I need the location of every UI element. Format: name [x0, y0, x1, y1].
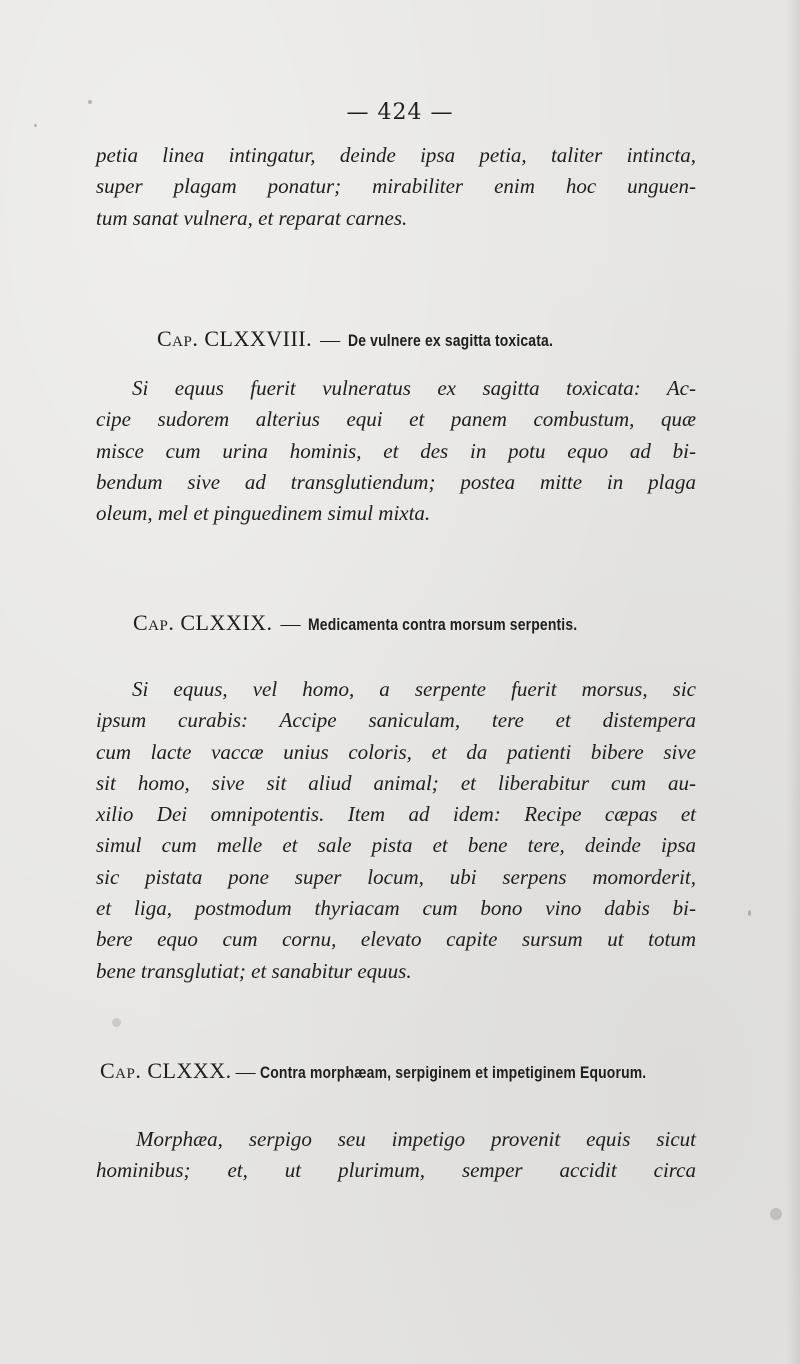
page-edge-shadow: [786, 0, 800, 1364]
paper-speck: [88, 100, 92, 104]
text-line: Morphæa, serpigo seu impetigo provenit equis sicut: [136, 1127, 696, 1151]
paper-speck: [770, 1208, 782, 1220]
text-line: Si equus fuerit vulneratus ex sagitta toxicata: Ac-: [132, 376, 696, 400]
chapter-179-paragraph: [96, 674, 696, 987]
heading-dash: —: [235, 1061, 256, 1083]
chapter-number: Cap. CLXXVIII.: [157, 326, 313, 351]
text-line: et liga, postmodum thyriacam cum bono vino dabis bi-: [96, 896, 696, 921]
text-line: petia linea intingatur, deinde ipsa petia, taliter intincta,: [96, 143, 696, 167]
chapter-number: Cap. CLXXX.: [100, 1058, 232, 1083]
page-number: — 424 —: [346, 100, 454, 125]
intro-paragraph: [96, 140, 696, 234]
heading-dash: —: [320, 329, 341, 351]
text-line: bere equo cum cornu, elevato capite sursum ut totum: [96, 927, 696, 952]
chapter-heading-178: [157, 326, 598, 354]
text-line: oleum, mel et pinguedinem simul mixta.: [96, 501, 431, 526]
chapter-178-paragraph: [96, 373, 696, 529]
chapter-title: De vulnere ex sagitta toxicata.: [348, 331, 554, 350]
text-line: simul cum melle et sale pista et bene tere, deinde ipsa: [96, 833, 696, 858]
text-line: super plagam ponatur; mirabiliter enim hoc unguen-: [96, 174, 696, 199]
heading-dash: —: [280, 613, 301, 635]
text-line: tum sanat vulnera, et reparat carnes.: [96, 205, 408, 230]
text-line: bene transglutiat; et sanabitur equus.: [96, 958, 412, 983]
text-line: misce cum urina hominis, et des in potu equo ad bi-: [96, 438, 696, 463]
chapter-180-paragraph: [96, 1124, 696, 1187]
text-line: Si equus, vel homo, a serpente fuerit morsus, sic: [132, 677, 696, 701]
text-line: cum lacte vaccæ unius coloris, et da patienti bibere sive: [96, 739, 696, 764]
text-line: sic pistata pone super locum, ubi serpens momorderit,: [96, 864, 696, 889]
chapter-heading-179: [133, 610, 637, 638]
chapter-title: Medicamenta contra morsum serpentis.: [308, 615, 578, 634]
text-line: sit homo, sive sit aliud animal; et liberabitur cum au-: [96, 770, 696, 795]
chapter-title: Contra morphæam, serpiginem et impetiginem Equorum.: [259, 1063, 646, 1082]
text-line: bendum sive ad transglutiendum; postea mitte in plaga: [96, 469, 696, 494]
paper-speck: [748, 910, 751, 916]
text-line: ipsum curabis: Accipe saniculam, tere et distempera: [96, 708, 696, 733]
chapter-heading-180: [100, 1058, 731, 1086]
text-line: xilio Dei omnipotentis. Item ad idem: Recipe cæpas et: [96, 802, 696, 827]
paper-speck: [112, 1018, 121, 1027]
text-line: hominibus; et, ut plurimum, semper accidit circa: [96, 1158, 696, 1183]
chapter-number: Cap. CLXXIX.: [133, 610, 273, 635]
paper-speck: [34, 124, 37, 127]
text-line: cipe sudorem alterius equi et panem combustum, quæ: [96, 407, 696, 432]
